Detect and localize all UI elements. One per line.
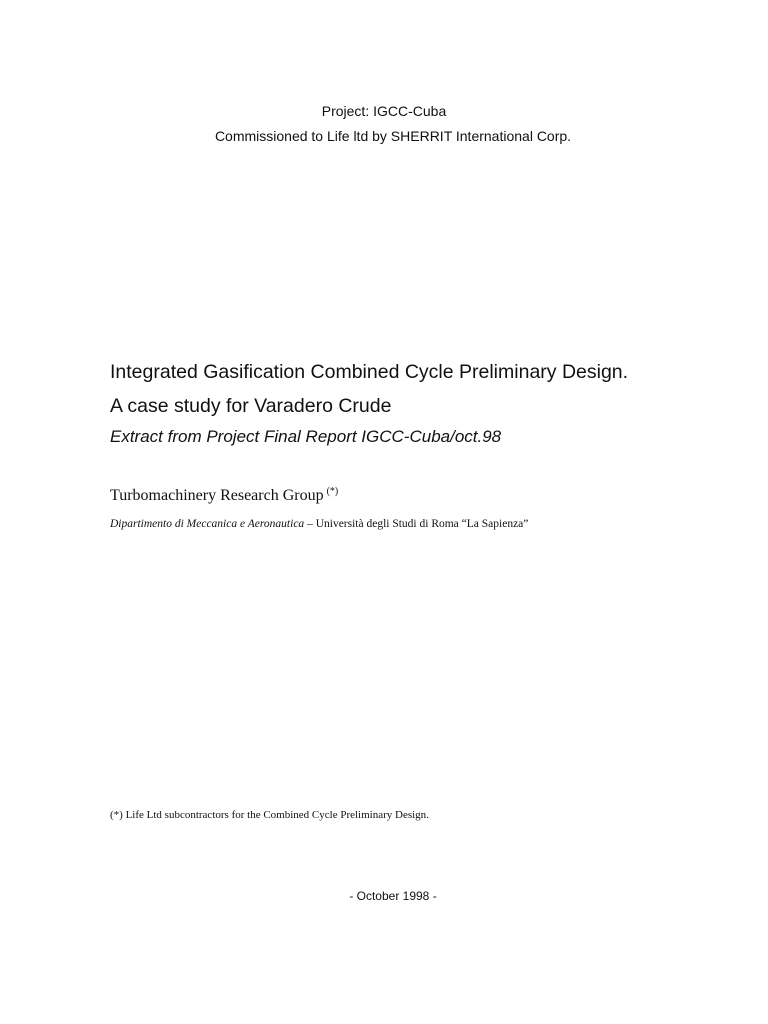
footnote: (*) Life Ltd subcontractors for the Combined Cycle Preliminary Design.: [110, 809, 429, 821]
department-name: Dipartimento di Meccanica e Aeronautica: [110, 518, 305, 530]
affiliation-separator: –: [304, 518, 316, 530]
university-name: Università degli Studi di Roma “La Sapienza”: [315, 518, 529, 530]
research-group: [110, 486, 338, 506]
document-title-line-1: Integrated Gasification Combined Cycle Preliminary Design.: [110, 361, 629, 383]
project-line: Project: IGCC-Cuba: [321, 103, 447, 119]
document-date: - October 1998 -: [349, 889, 437, 903]
footnote-marker: (*): [326, 486, 339, 497]
document-subtitle: Extract from Project Final Report IGCC-Cuba/oct.98: [110, 427, 502, 446]
affiliation-line: [110, 517, 528, 532]
commission-line: Commissioned to Life ltd by SHERRIT International Corp.: [214, 128, 572, 144]
research-group-name: Turbomachinery Research Group: [110, 487, 324, 504]
document-title-line-2: A case study for Varadero Crude: [110, 395, 392, 417]
